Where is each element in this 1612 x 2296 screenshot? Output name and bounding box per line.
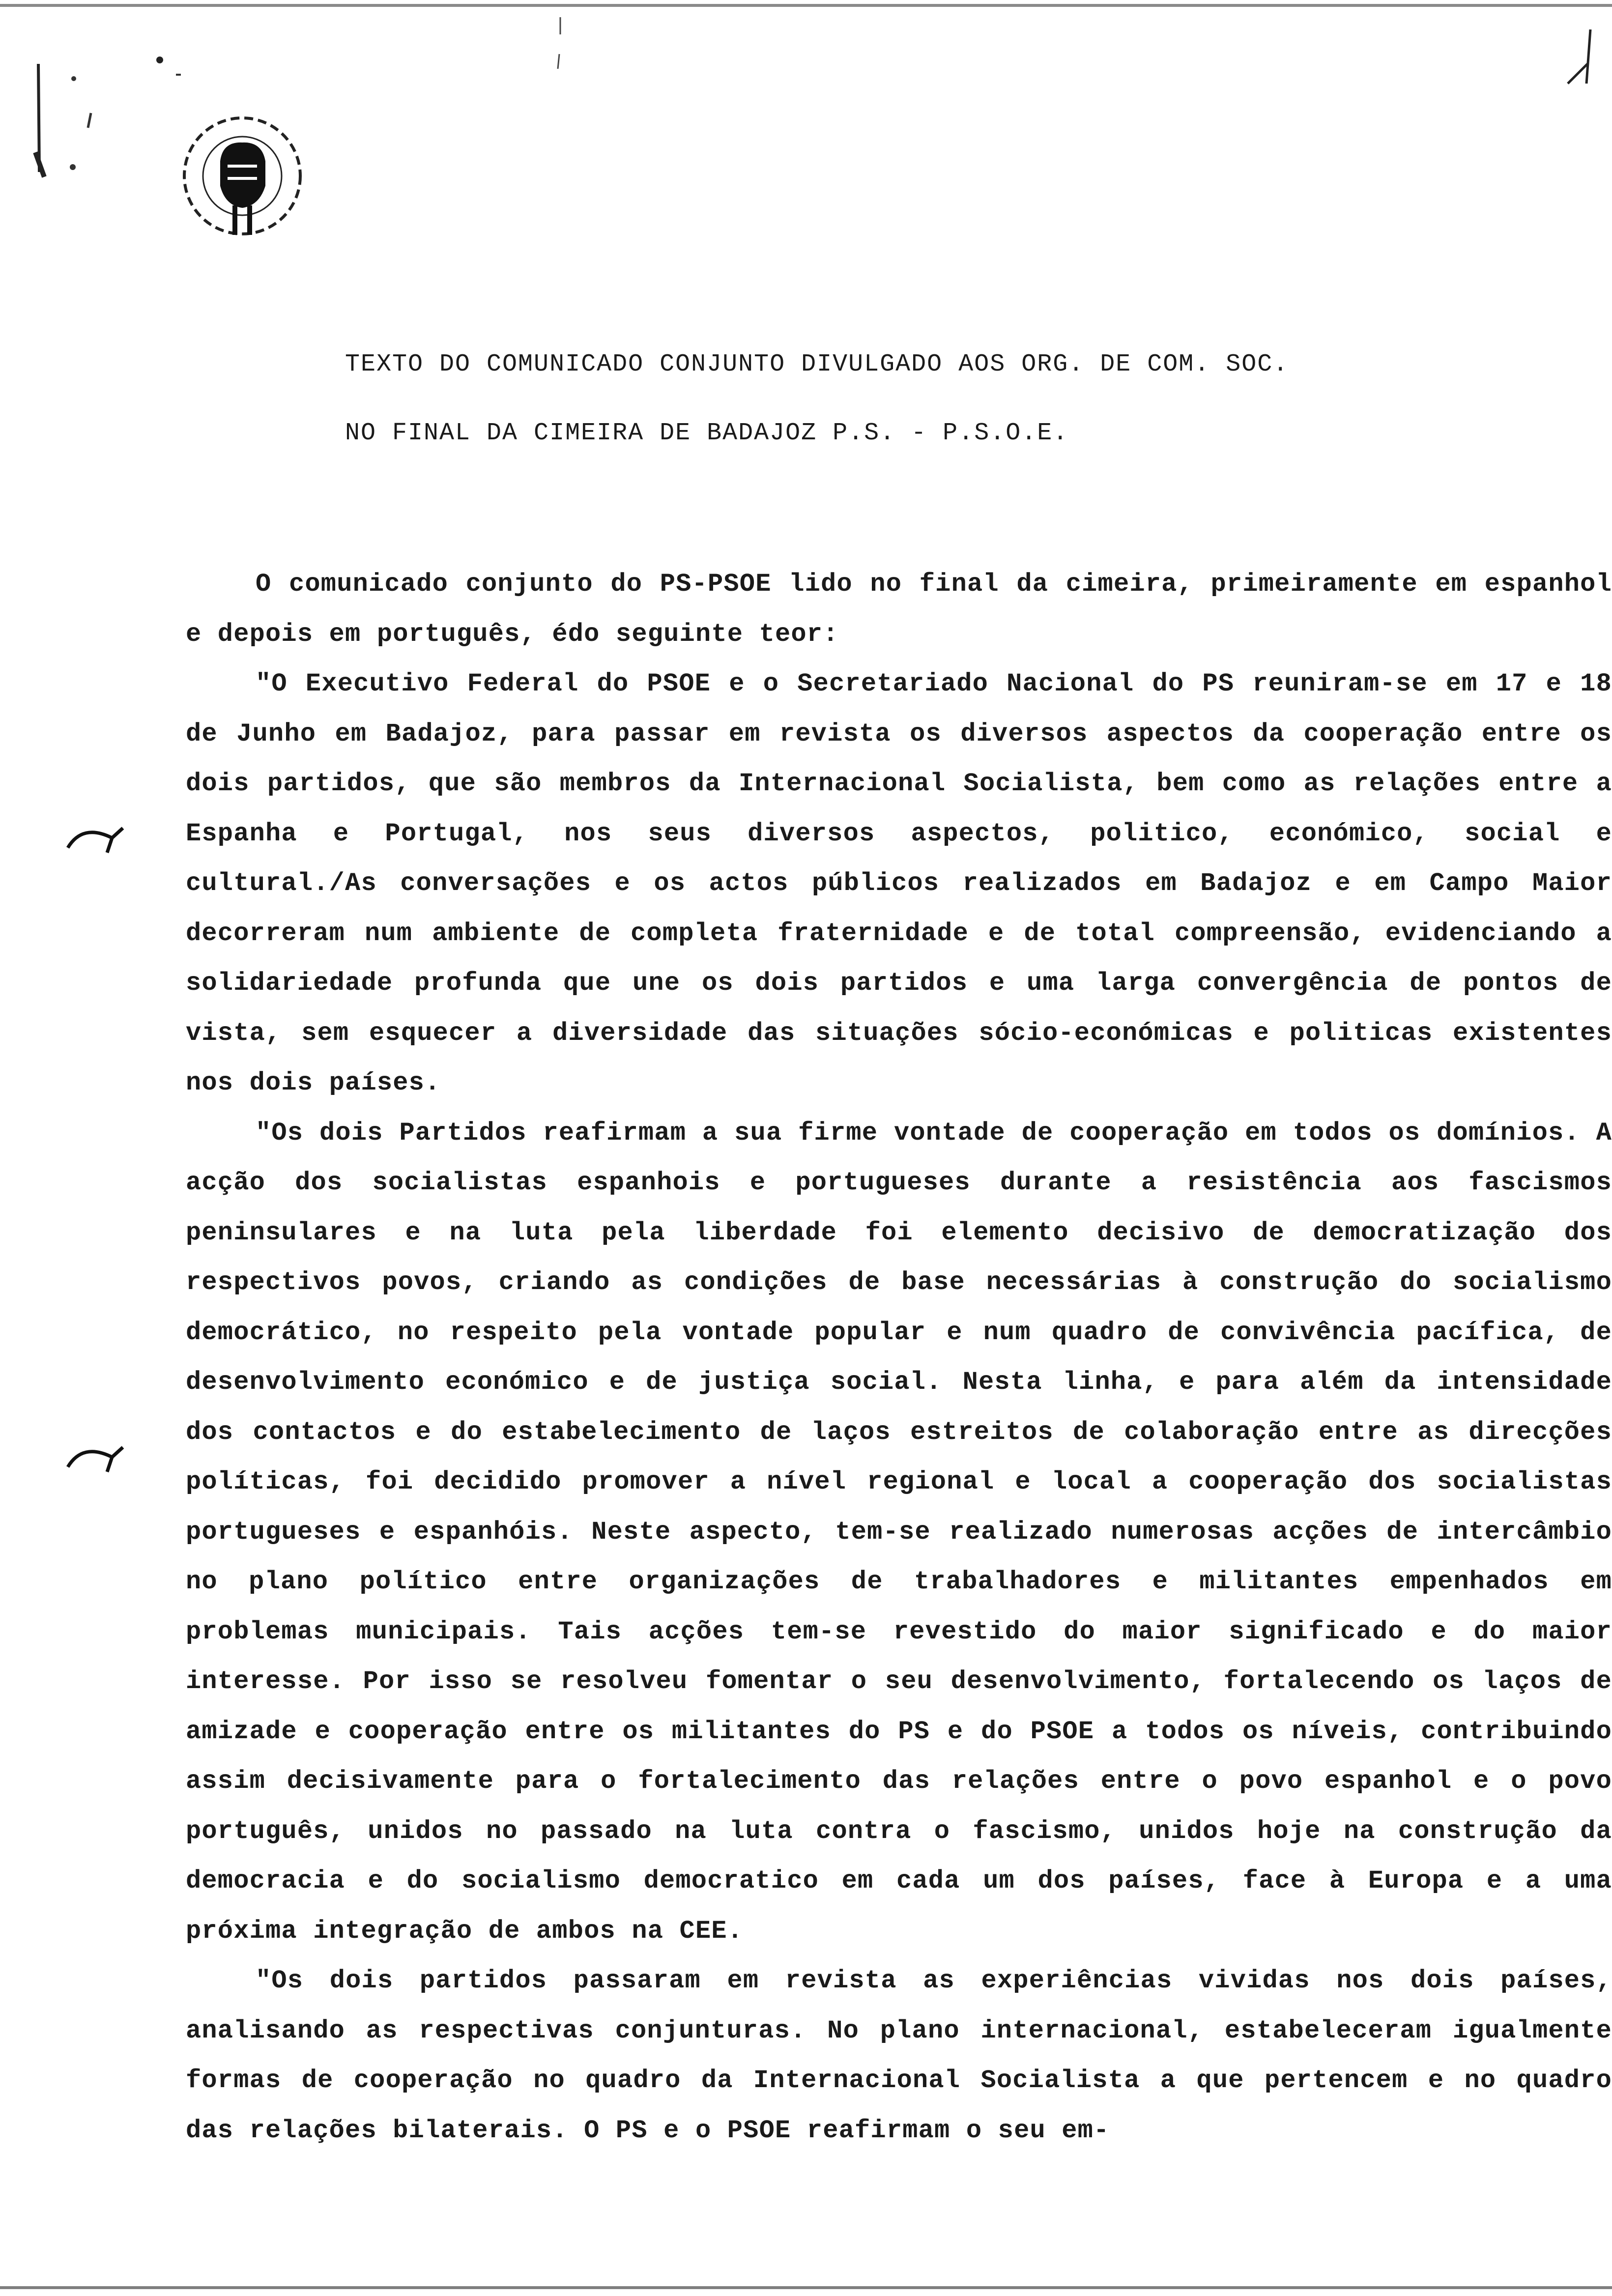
paragraph-1: O comunicado conjunto do PS-PSOE lido no final da cimeira, primeiramente em espanhol e depois em português, édo seguinte teor: [186,570,1612,649]
scan-top-edge [0,4,1612,7]
fist-emblem-icon [156,107,328,240]
document-body [186,559,1612,2155]
party-logo [156,107,328,240]
scan-bottom-edge [0,2286,1612,2289]
paragraph-3: "Os dois Partidos reafirmam a sua firme vontade de cooperação em todos os domínios. A acção dos socialistas espanhois e portugueses durante a resistência aos fascismos peninsulares e na luta pela liberdade foi elemento decisivo de democratização dos respectivos povos, criando as condições de base necessárias à construção do socialismo democrático, no respeito pela vontade popular e num quadro de convivência pacífica, de desenvolvimento económico e de justiça social. Nesta linha, e para além da intensidade dos contactos e do estabelecimento de laços estreitos de colaboração entre as direcções políticas, foi decidido promover a nível regional e local a cooperação dos socialistas portugueses e espanhóis. Neste aspecto, tem-se realizado numerosas acções de intercâmbio no plano político entre organizações de trabalhadores e militantes empenhados em problemas municipais. Tais acções tem-se revestido do maior significado e do maior interesse. Por isso se resolveu fomentar o seu desenvolvimento, fortalecendo os laços de amizade e cooperação entre os militantes do PS e do PSOE a todos os níveis, contribuindo assim decisivamente para o fortalecimento das relações entre o povo espanhol e o povo português, unidos no passado na luta contra o fascismo, unidos hoje na construção da democracia e do socialismo democratico em cada um dos países, face à Europa e a uma próxima integração de ambos na CEE. [186,1118,1612,1946]
margin-mark-2 [63,1437,132,1477]
paragraph-4: "Os dois partidos passaram em revista as experiências vividas nos dois países, analisando as respectivas conjunturas. No plano internacional, estabeleceram igualmente formas de cooperação no quadro da Internacional Socialista a que pertencem e no quadro das relações bilaterais. O PS e o PSOE reafirmam o seu em- [186,1966,1612,2145]
tick-mark-top [550,15,570,69]
paragraph-2: "O Executivo Federal do PSOE e o Secretariado Nacional do PS reuniram-se em 17 e 18 de Junho em Badajoz, para passar em revista os diversos aspectos da cooperação entre os dois partidos, que são membros da Internacional Socialista, bem como as relações entre a Espanha e Portugal, nos seus diversos aspectos, politico, económico, social e cultural./As conversações e os actos públicos realizados em Badajoz e em Campo Maior decorreram num ambiente de completa fraternidade e de total compreensão, evidenciando a solidariedade profunda que une os dois partidos e uma larga convergência de pontos de vista, sem esquecer a diversidade das situações sócio-económicas e politicas existentes nos dois países. [186,669,1612,1097]
document-heading [345,330,1475,468]
handwritten-stroke-top [1563,25,1602,93]
heading-line-1: TEXTO DO COMUNICADO CONJUNTO DIVULGADO AOS ORG. DE COM. SOC. [345,350,1289,378]
margin-mark-1 [63,818,132,858]
heading-line-2: NO FINAL DA CIMEIRA DE BADAJOZ P.S. - P.S.O.E. [345,419,1069,447]
